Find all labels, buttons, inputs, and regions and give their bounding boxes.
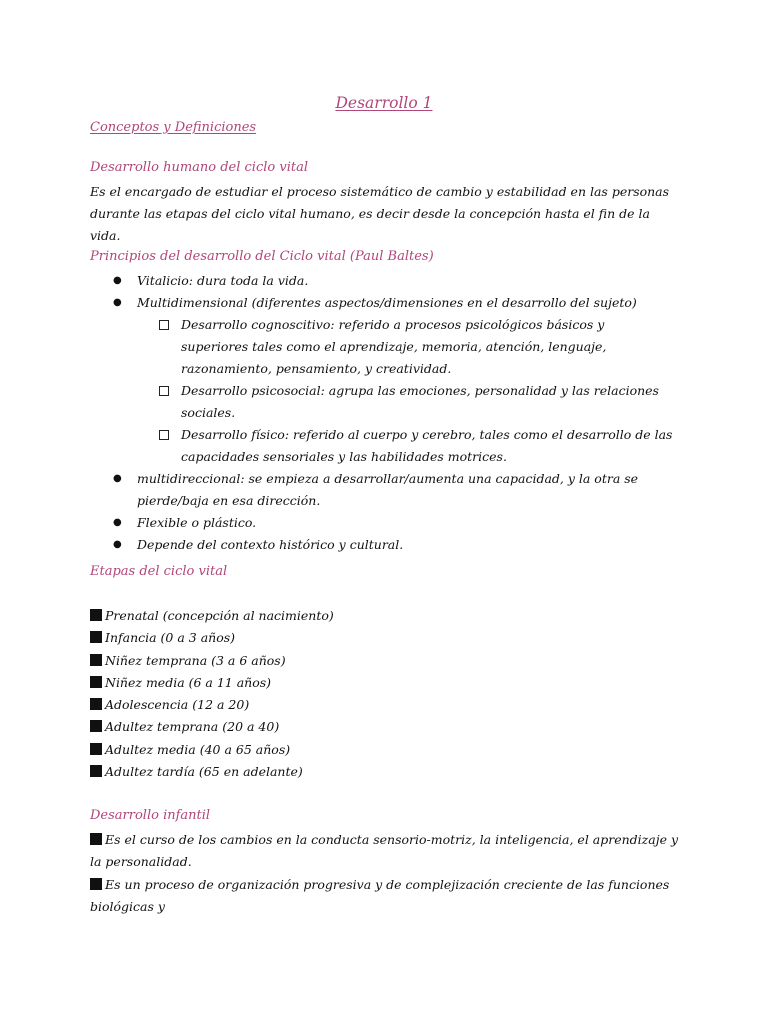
black-square-icon — [90, 609, 102, 621]
black-square-icon — [90, 676, 102, 688]
list-item: Es un proceso de organización progresiva y de complejización creciente de las funciones biológicas y — [90, 876, 670, 914]
bullet-icon: ● — [113, 297, 122, 308]
sublist-item: Desarrollo cognoscitivo: referido a procesos psicológicos básicos y superiores tales como el aprendizaje, memoria, atención, lenguaje, razonamiento, pensamiento, y creatividad. — [181, 314, 675, 380]
list-item: ● Vitalicio: dura toda la vida. — [137, 270, 677, 292]
bullet-icon: ● — [113, 517, 122, 528]
checkbox-square-icon — [159, 386, 169, 396]
list-item: Niñez media (6 a 11 años) — [90, 672, 690, 694]
black-square-icon — [90, 698, 102, 710]
list-item: ● Multidimensional (diferentes aspectos/dimensiones en el desarrollo del sujeto) — [137, 292, 677, 314]
heading-etapas: Etapas del ciclo vital — [90, 564, 228, 579]
checkbox-square-icon — [159, 430, 169, 440]
etapas-list — [90, 605, 690, 783]
sublist-item: Desarrollo físico: referido al cuerpo y cerebro, tales como el desarrollo de las capacidades sensoriales y las habilidades motrices. — [181, 424, 675, 468]
black-square-icon — [90, 654, 102, 666]
paragraph-desarrollo-humano: Es el encargado de estudiar el proceso sistemático de cambio y estabilidad en las personas durante las etapas del ciclo vital humano, es decir desde la concepción hasta el fin de la vida. — [90, 184, 670, 243]
heading-desarrollo-infantil: Desarrollo infantil — [90, 808, 211, 823]
list-item: Adultez temprana (20 a 40) — [90, 716, 690, 738]
bullet-icon: ● — [113, 473, 122, 484]
infantil-list — [90, 829, 680, 918]
sublist-item: Desarrollo psicosocial: agrupa las emociones, personalidad y las relaciones sociales. — [181, 380, 675, 424]
list-item: Niñez temprana (3 a 6 años) — [90, 650, 690, 672]
list-item: Prenatal (concepción al nacimiento) — [90, 605, 690, 627]
bullet-icon: ● — [113, 539, 122, 550]
heading-desarrollo-humano: Desarrollo humano del ciclo vital — [90, 160, 308, 175]
list-item: ● multidireccional: se empieza a desarrollar/aumenta una capacidad, y la otra se pierde/baja en esa dirección. — [137, 468, 677, 512]
list-item: Adolescencia (12 a 20) — [90, 694, 690, 716]
sublist — [181, 314, 675, 468]
list-item: Adultez media (40 a 65 años) — [90, 739, 690, 761]
list-item: ● Depende del contexto histórico y cultural. — [137, 534, 677, 556]
principios-list — [113, 270, 677, 556]
black-square-icon — [90, 631, 102, 643]
black-square-icon — [90, 743, 102, 755]
section-heading-conceptos: Conceptos y Definiciones — [90, 120, 257, 135]
document-title: Desarrollo 1 — [335, 94, 433, 112]
black-square-icon — [90, 720, 102, 732]
bullet-icon: ● — [113, 275, 122, 286]
list-item: Es el curso de los cambios en la conducta sensorio-motriz, la inteligencia, el aprendizaje y la personalidad. — [90, 832, 679, 870]
black-square-icon — [90, 878, 102, 890]
black-square-icon — [90, 833, 102, 845]
black-square-icon — [90, 765, 102, 777]
list-item: ● Flexible o plástico. — [137, 512, 677, 534]
list-item: Infancia (0 a 3 años) — [90, 627, 690, 649]
checkbox-square-icon — [159, 320, 169, 330]
heading-principios: Principios del desarrollo del Ciclo vital (Paul Baltes) — [90, 249, 434, 264]
list-item: Adultez tardía (65 en adelante) — [90, 761, 690, 783]
